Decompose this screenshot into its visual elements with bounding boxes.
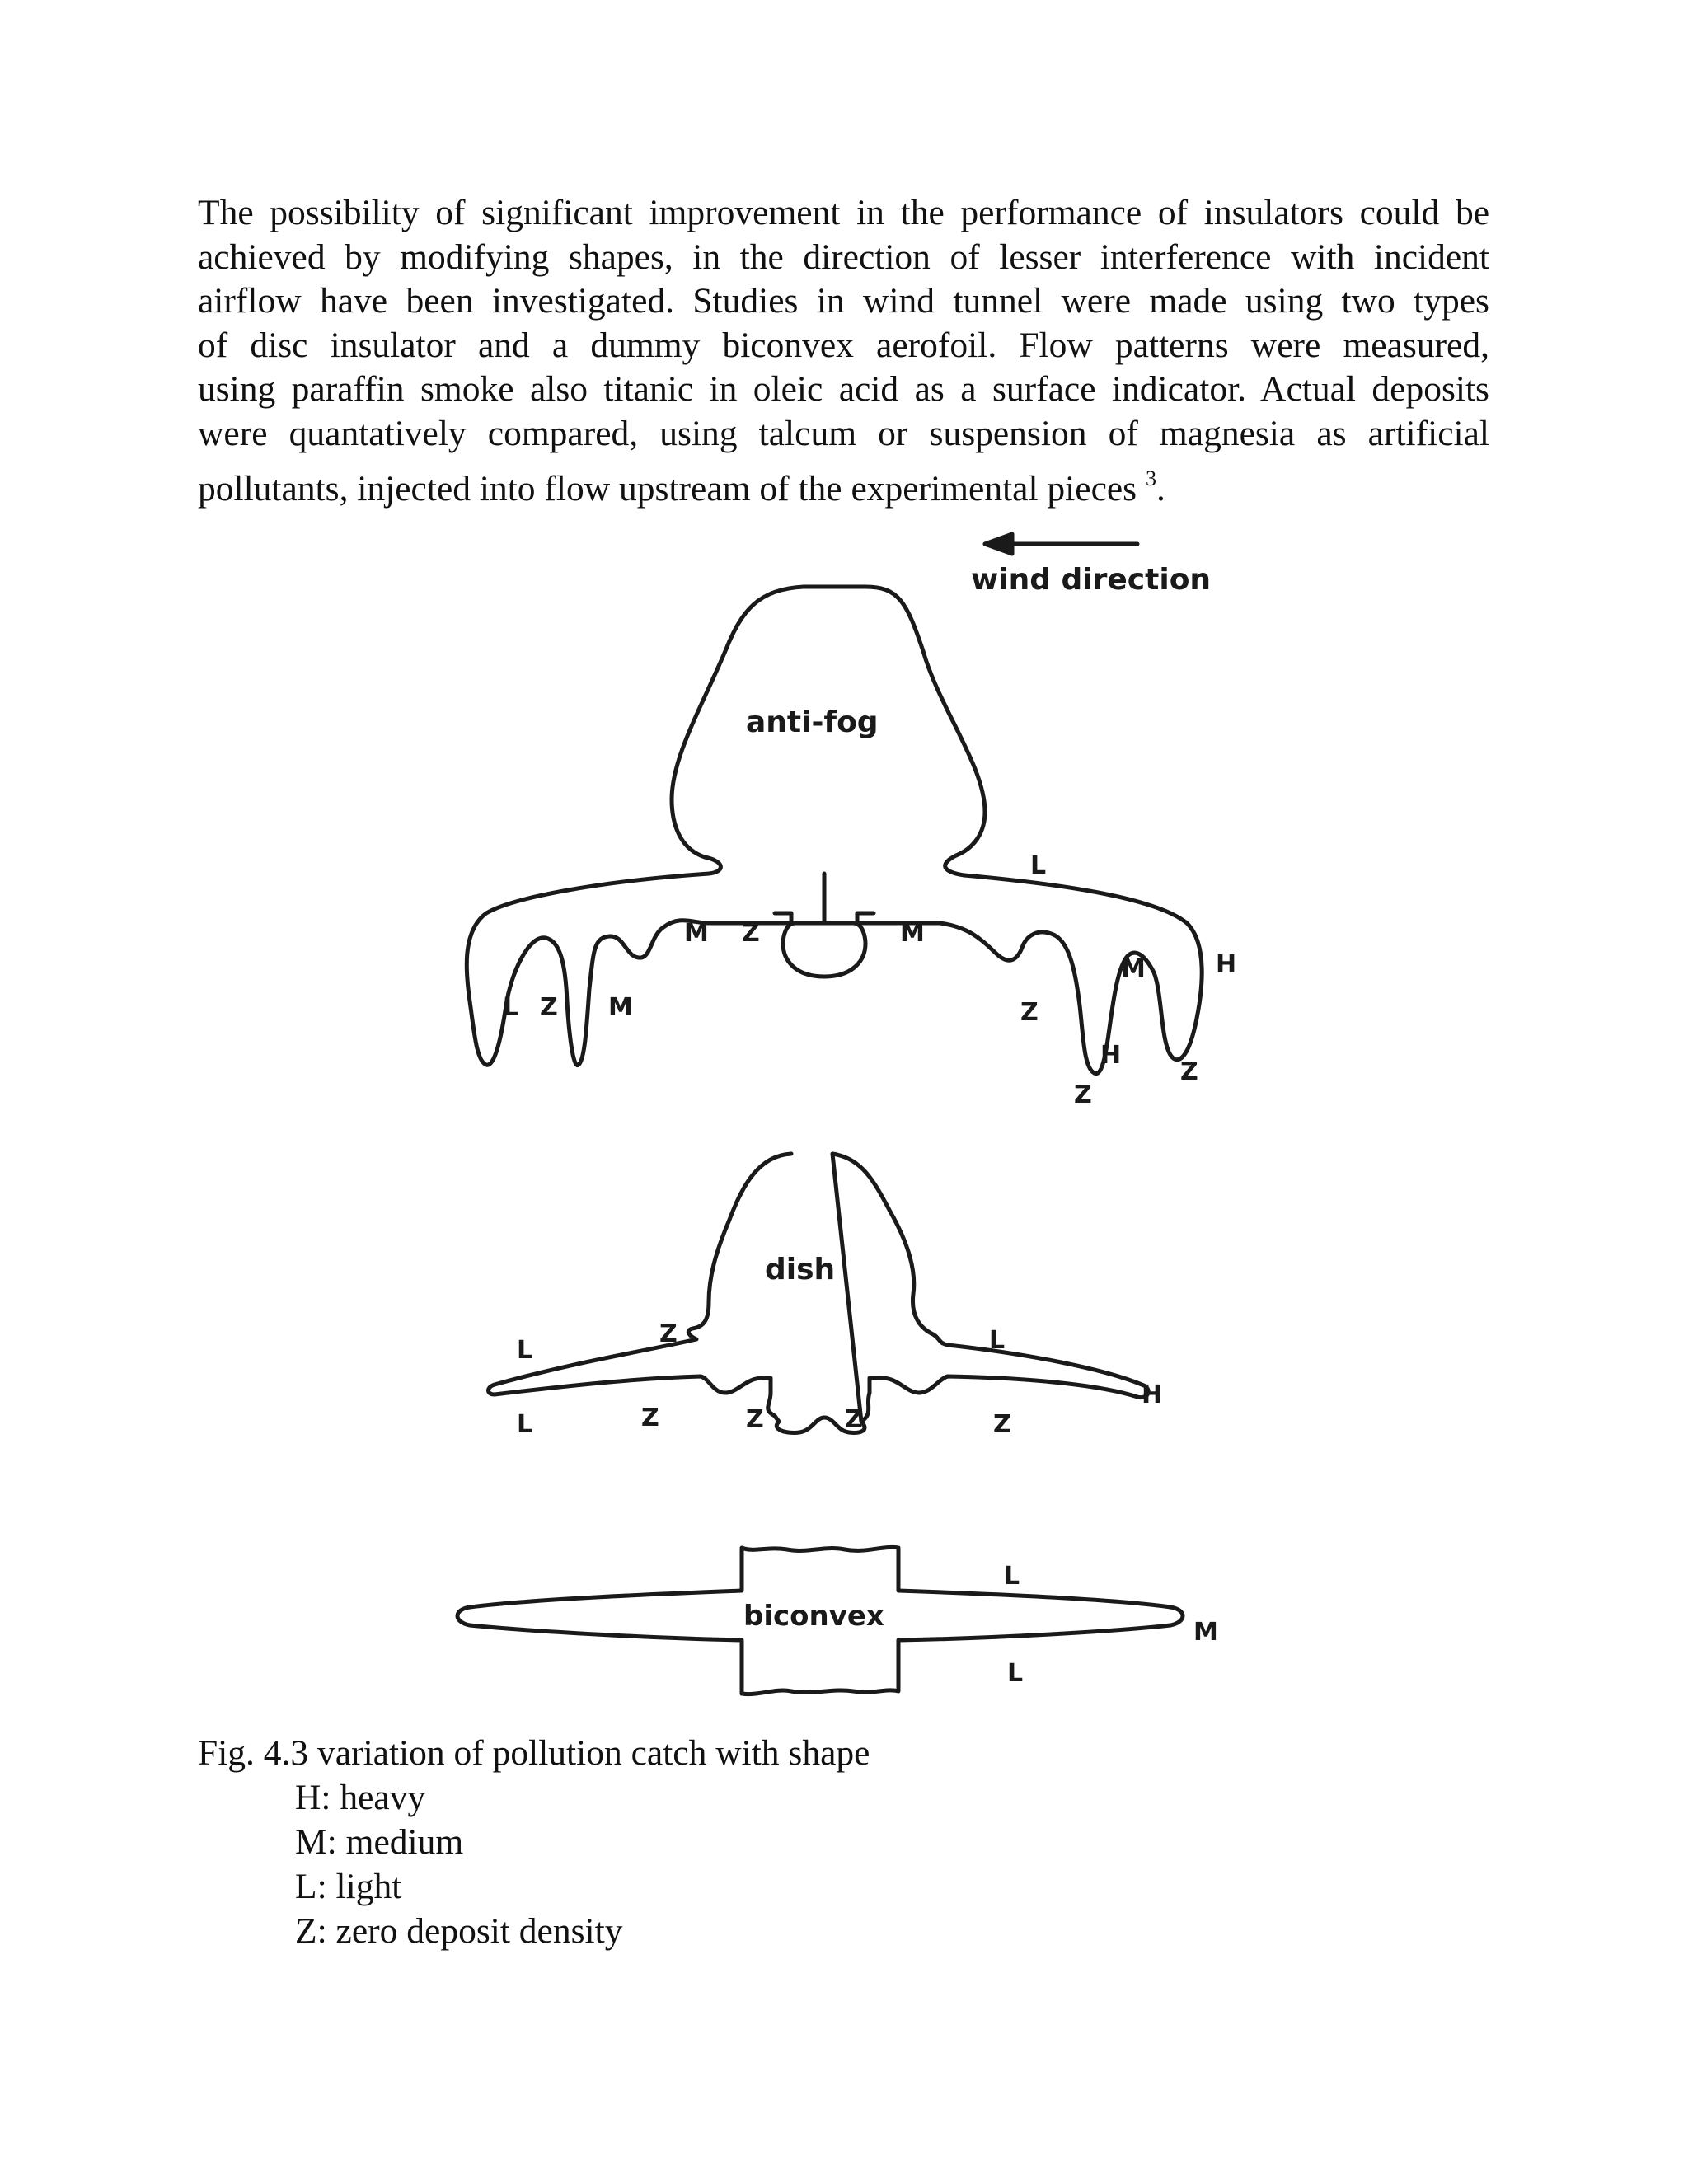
deposit-marker: L (517, 1336, 533, 1365)
legend-item-medium: M: medium (295, 1822, 464, 1862)
deposit-marker: L (1004, 1562, 1020, 1591)
deposit-marker: Z (659, 1319, 678, 1348)
deposit-marker: L (1007, 1659, 1024, 1688)
deposit-marker: L (517, 1410, 533, 1439)
deposit-marker: H (1100, 1041, 1122, 1070)
antifog-insulator-outline (467, 587, 1202, 1074)
wind-direction-label: wind direction (971, 563, 1212, 597)
deposit-marker: M (608, 993, 633, 1022)
deposit-marker: H (1216, 950, 1237, 979)
wind-direction-arrow (985, 534, 1137, 554)
deposit-marker: M (1121, 954, 1146, 983)
paragraph-line: of disc insulator and a dummy biconvex aerofoil. Flow patterns were measured, (198, 325, 1489, 365)
deposit-marker: M (684, 919, 709, 948)
deposit-marker: L (989, 1326, 1006, 1355)
deposit-marker: Z (1020, 998, 1039, 1027)
dish-label: dish (765, 1253, 836, 1286)
end-punctuation: . (1156, 468, 1165, 509)
deposit-marker: Z (742, 919, 760, 948)
figure-caption: Fig. 4.3 variation of pollution catch with shape (198, 1733, 870, 1773)
deposit-marker: L (503, 993, 519, 1022)
biconvex-label: biconvex (743, 1600, 884, 1633)
deposit-marker: Z (993, 1410, 1011, 1439)
figure-legend (295, 1775, 622, 1953)
deposit-marker: Z (1180, 1057, 1198, 1086)
deposit-marker: Z (746, 1405, 764, 1434)
legend-item-light: L: light (295, 1867, 402, 1906)
legend-item-zero: Z: zero deposit density (295, 1911, 623, 1951)
deposit-marker: M (900, 919, 925, 948)
dish-insulator-outline (489, 1154, 1149, 1432)
paragraph-line: The possibility of significant improvement in the performance of insulators could be (198, 193, 1489, 232)
reference-superscript: 3 (1146, 466, 1156, 490)
deposit-marker: H (1142, 1380, 1163, 1409)
deposit-marker: L (1030, 851, 1047, 880)
paragraph-line: pollutants, injected into flow upstream of the experimental pieces (198, 468, 1137, 509)
paragraph-line: airflow have been investigated. Studies in wind tunnel were made using two types (198, 281, 1489, 321)
antifog-label: anti-fog (746, 705, 879, 739)
deposit-marker: Z (1074, 1080, 1092, 1109)
deposit-marker: M (1193, 1618, 1218, 1647)
paragraph-line: using paraffin smoke also titanic in oleic acid as a surface indicator. Actual deposits (198, 369, 1489, 410)
paragraph-line: achieved by modifying shapes, in the direction of lesser interference with incident (198, 237, 1489, 277)
deposit-marker: Z (641, 1404, 659, 1432)
deposit-marker: Z (845, 1405, 863, 1434)
deposit-marker: Z (540, 993, 558, 1022)
paragraph-line: were quantatively compared, using talcum or suspension of magnesia as artificial (198, 413, 1489, 453)
legend-item-heavy: H: heavy (295, 1778, 426, 1817)
